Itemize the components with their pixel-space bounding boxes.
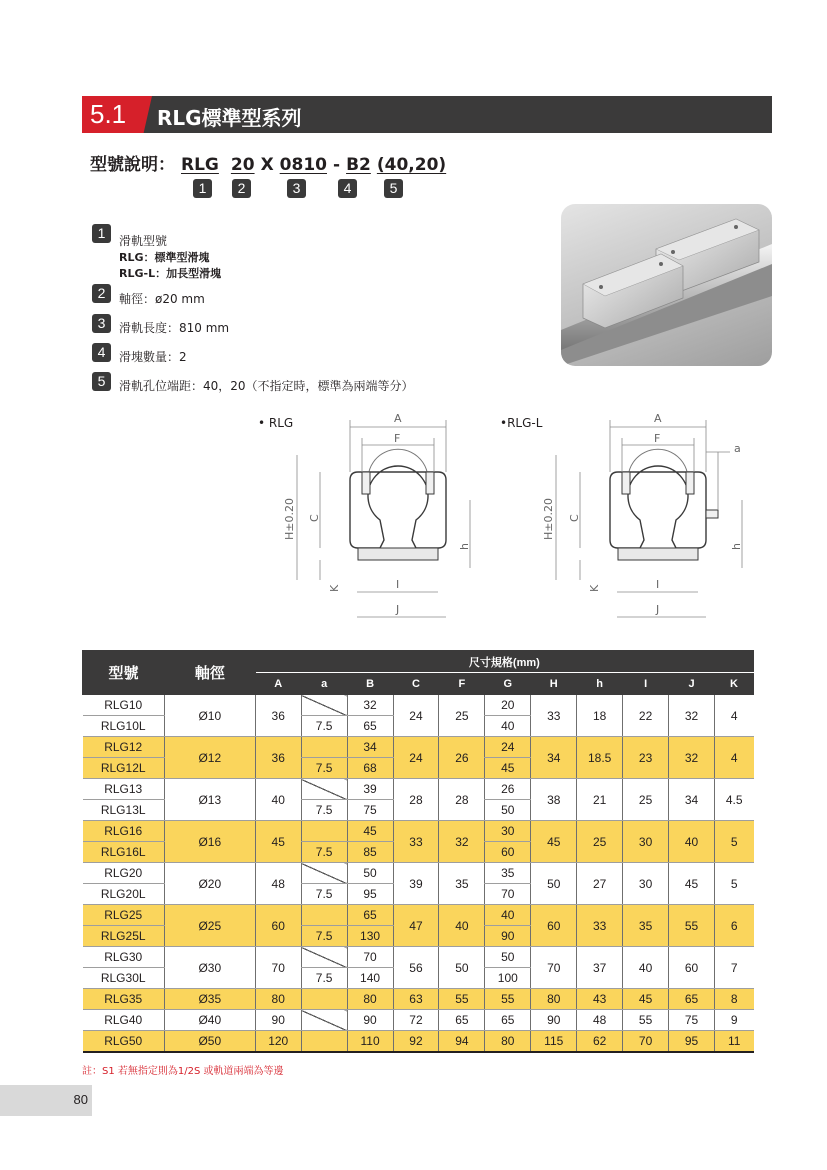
header-dimensions: 尺寸規格(mm): [255, 651, 753, 673]
cell-B: 140: [347, 968, 393, 989]
cell-h: 43: [577, 989, 623, 1010]
table-row: [83, 1010, 754, 1031]
cell-I: 40: [623, 947, 669, 989]
cell-h: 25: [577, 821, 623, 863]
rlgl-dim-C: C: [568, 514, 581, 522]
cell-I: 23: [623, 737, 669, 779]
cell-I: 70: [623, 1031, 669, 1053]
cell-shaft: Ø12: [164, 737, 255, 779]
cell-C: 33: [393, 821, 439, 863]
cell-G: 30: [485, 821, 531, 842]
cell-a: 7.5: [301, 800, 347, 821]
model-code-label: 型號說明：: [90, 155, 175, 175]
cell-F: 55: [439, 989, 485, 1010]
cell-h: 18: [577, 695, 623, 737]
cell-shaft: Ø50: [164, 1031, 255, 1053]
cell-B: 45: [347, 821, 393, 842]
cell-model: RLG25L: [83, 926, 165, 947]
rlg-dim-I: I: [396, 578, 400, 591]
cell-K: 4.5: [714, 779, 753, 821]
header-model: 型號: [83, 651, 165, 695]
cell-G: 20: [485, 695, 531, 716]
cell-J: 60: [669, 947, 715, 989]
cell-a: 7.5: [301, 884, 347, 905]
technical-drawings: [0, 400, 827, 635]
rlg-dim-K: K: [328, 584, 341, 592]
model-index-1: 1: [193, 179, 212, 198]
model-code-part-blocks: B2: [346, 155, 371, 175]
cell-K: 9: [714, 1010, 753, 1031]
cell-model: RLG30: [83, 947, 165, 968]
cell-h: 37: [577, 947, 623, 989]
cell-H: 90: [531, 1010, 577, 1031]
cell-model: RLG12: [83, 737, 165, 758]
cell-a-diagonal: [301, 1010, 347, 1031]
cell-C: 92: [393, 1031, 439, 1053]
cell-model: RLG10L: [83, 716, 165, 737]
cell-G: 50: [485, 947, 531, 968]
table-row: [83, 821, 754, 842]
cell-B: 39: [347, 779, 393, 800]
rlg-dim-H: H±0.20: [283, 498, 296, 540]
model-code-part-hole-distance: (40,20): [376, 155, 447, 175]
cell-I: 25: [623, 779, 669, 821]
rlg-dim-C: C: [308, 514, 321, 522]
cell-G: 100: [485, 968, 531, 989]
cell-model: RLG50: [83, 1031, 165, 1053]
rlg-dim-F: F: [394, 432, 401, 445]
cell-A: 45: [255, 821, 301, 863]
cell-C: 63: [393, 989, 439, 1010]
cell-G: 26: [485, 779, 531, 800]
cell-B: 80: [347, 989, 393, 1010]
cell-a-diagonal: [301, 905, 347, 926]
cell-A: 40: [255, 779, 301, 821]
product-photo: [561, 204, 772, 366]
rlgl-dim-K: K: [588, 584, 601, 592]
model-index-3: 3: [287, 179, 306, 198]
rlg-dim-A: A: [394, 412, 402, 425]
header-dim-F: F: [439, 673, 485, 695]
cell-a: 7.5: [301, 926, 347, 947]
model-index-5: 5: [384, 179, 403, 198]
cell-h: 62: [577, 1031, 623, 1053]
cell-K: 7: [714, 947, 753, 989]
diagram-rlgl-label: •RLG-L: [500, 416, 543, 430]
cell-H: 34: [531, 737, 577, 779]
cell-a: 7.5: [301, 842, 347, 863]
cell-C: 28: [393, 779, 439, 821]
cell-J: 55: [669, 905, 715, 947]
cell-F: 25: [439, 695, 485, 737]
item-3-number: 3: [92, 314, 111, 333]
table-row: [83, 1031, 754, 1053]
cell-J: 45: [669, 863, 715, 905]
cell-K: 8: [714, 989, 753, 1010]
table-row: [83, 905, 754, 926]
rlgl-dim-a: a: [734, 442, 741, 455]
spec-table-body: [83, 695, 754, 1053]
cell-G: 55: [485, 989, 531, 1010]
cell-C: 24: [393, 737, 439, 779]
cell-C: 39: [393, 863, 439, 905]
cell-B: 75: [347, 800, 393, 821]
cell-model: RLG30L: [83, 968, 165, 989]
cell-B: 65: [347, 905, 393, 926]
cell-B: 90: [347, 1010, 393, 1031]
cell-F: 32: [439, 821, 485, 863]
cell-shaft: Ø16: [164, 821, 255, 863]
header-dim-h: h: [577, 673, 623, 695]
cell-B: 50: [347, 863, 393, 884]
cell-G: 65: [485, 1010, 531, 1031]
cell-H: 80: [531, 989, 577, 1010]
header-dim-K: K: [714, 673, 753, 695]
cell-model: RLG16: [83, 821, 165, 842]
cell-G: 40: [485, 716, 531, 737]
rlg-drawing: [350, 449, 446, 560]
table-row: [83, 947, 754, 968]
cell-H: 38: [531, 779, 577, 821]
cell-model: RLG13: [83, 779, 165, 800]
table-row: [83, 695, 754, 716]
model-code-separator-x: X: [260, 155, 274, 175]
cell-G: 70: [485, 884, 531, 905]
item-1-number: 1: [92, 224, 111, 243]
cell-H: 115: [531, 1031, 577, 1053]
item-2-text: 軸徑：ø20 mm: [119, 292, 205, 306]
item-4-number: 4: [92, 343, 111, 362]
cell-I: 22: [623, 695, 669, 737]
header-dim-B: B: [347, 673, 393, 695]
cell-model: RLG25: [83, 905, 165, 926]
header-dim-I: I: [623, 673, 669, 695]
model-code-part-length: 0810: [279, 155, 327, 175]
cell-a-diagonal: [301, 863, 347, 884]
cell-A: 60: [255, 905, 301, 947]
cell-G: 80: [485, 1031, 531, 1053]
cell-I: 35: [623, 905, 669, 947]
model-index-2: 2: [232, 179, 251, 198]
cell-B: 70: [347, 947, 393, 968]
header-dim-a: a: [301, 673, 347, 695]
cell-a-diagonal: [301, 695, 347, 716]
cell-F: 35: [439, 863, 485, 905]
header-dim-C: C: [393, 673, 439, 695]
cell-F: 94: [439, 1031, 485, 1053]
cell-G: 90: [485, 926, 531, 947]
cell-K: 4: [714, 695, 753, 737]
cell-F: 65: [439, 1010, 485, 1031]
cell-J: 32: [669, 695, 715, 737]
cell-C: 72: [393, 1010, 439, 1031]
cell-H: 33: [531, 695, 577, 737]
cell-B: 130: [347, 926, 393, 947]
cell-A: 48: [255, 863, 301, 905]
cell-shaft: Ø10: [164, 695, 255, 737]
rlgl-drawing: [610, 449, 718, 560]
cell-a-diagonal: [301, 779, 347, 800]
cell-J: 65: [669, 989, 715, 1010]
cell-shaft: Ø30: [164, 947, 255, 989]
cell-I: 55: [623, 1010, 669, 1031]
model-code-part-shaft: 20: [230, 155, 255, 175]
rlgl-dim-A: A: [654, 412, 662, 425]
rlgl-dim-H: H±0.20: [542, 498, 555, 540]
cell-G: 45: [485, 758, 531, 779]
cell-a: 7.5: [301, 758, 347, 779]
rlgl-dim-I: I: [656, 578, 660, 591]
cell-J: 34: [669, 779, 715, 821]
cell-G: 50: [485, 800, 531, 821]
cell-J: 40: [669, 821, 715, 863]
cell-a-diagonal: [301, 1031, 347, 1053]
item-3-text: 滑軌長度：810 mm: [119, 321, 230, 335]
linear-bearing-illustration: [561, 204, 772, 366]
section-number: 5.1: [90, 99, 127, 129]
cell-K: 6: [714, 905, 753, 947]
cell-A: 80: [255, 989, 301, 1010]
cell-B: 85: [347, 842, 393, 863]
cell-G: 40: [485, 905, 531, 926]
item-4-text: 滑塊數量：2: [119, 350, 187, 364]
cell-F: 26: [439, 737, 485, 779]
rlg-dimension-labels: [283, 412, 471, 616]
cell-a-diagonal: [301, 989, 347, 1010]
cell-model: RLG20L: [83, 884, 165, 905]
cell-I: 45: [623, 989, 669, 1010]
diagram-rlg-label: • RLG: [258, 416, 294, 430]
rlg-dimension-lines: [297, 420, 470, 617]
cell-model: RLG35: [83, 989, 165, 1010]
cell-G: 60: [485, 842, 531, 863]
header-dim-A: A: [255, 673, 301, 695]
table-row: [83, 863, 754, 884]
rlgl-dim-F: F: [654, 432, 661, 445]
cell-I: 30: [623, 863, 669, 905]
item-1-text: 滑軌型號: [119, 234, 168, 248]
cell-C: 47: [393, 905, 439, 947]
cell-G: 24: [485, 737, 531, 758]
cell-a: 7.5: [301, 716, 347, 737]
section-header: [82, 96, 772, 133]
cell-B: 68: [347, 758, 393, 779]
cell-I: 30: [623, 821, 669, 863]
cell-model: RLG20: [83, 863, 165, 884]
cell-shaft: Ø20: [164, 863, 255, 905]
cell-B: 110: [347, 1031, 393, 1053]
cell-A: 70: [255, 947, 301, 989]
model-code-line: [90, 150, 446, 175]
table-row: [83, 989, 754, 1010]
cell-A: 36: [255, 737, 301, 779]
item-1-sub-1: RLG：標準型滑塊: [119, 251, 210, 264]
cell-shaft: Ø13: [164, 779, 255, 821]
cell-shaft: Ø40: [164, 1010, 255, 1031]
cell-h: 27: [577, 863, 623, 905]
cell-C: 56: [393, 947, 439, 989]
cell-H: 70: [531, 947, 577, 989]
cell-B: 32: [347, 695, 393, 716]
header-dim-G: G: [485, 673, 531, 695]
item-5-number: 5: [92, 372, 111, 391]
header-dim-H: H: [531, 673, 577, 695]
cell-h: 21: [577, 779, 623, 821]
rlgl-dim-h: h: [730, 543, 743, 550]
cell-model: RLG13L: [83, 800, 165, 821]
cell-H: 45: [531, 821, 577, 863]
item-5-text: 滑軌孔位端距：40，20（不指定時，標準為兩端等分）: [119, 379, 414, 393]
cell-B: 65: [347, 716, 393, 737]
header-shaft: 軸徑: [164, 651, 255, 695]
cell-F: 28: [439, 779, 485, 821]
item-1-sub-2: RLG-L：加長型滑塊: [119, 267, 222, 280]
rlg-dim-J: J: [396, 603, 400, 616]
cell-J: 32: [669, 737, 715, 779]
cell-F: 50: [439, 947, 485, 989]
cell-B: 95: [347, 884, 393, 905]
cell-A: 36: [255, 695, 301, 737]
model-code-separator-dash: -: [333, 155, 341, 175]
item-2-number: 2: [92, 284, 111, 303]
footnote: 註：S1 若無指定則為1/2S 或軌道兩端為等邊: [82, 1066, 284, 1077]
cell-K: 4: [714, 737, 753, 779]
cell-G: 35: [485, 863, 531, 884]
table-row: [83, 737, 754, 758]
spec-table: [82, 650, 754, 1053]
cell-model: RLG16L: [83, 842, 165, 863]
cell-F: 40: [439, 905, 485, 947]
cell-model: RLG40: [83, 1010, 165, 1031]
cell-K: 5: [714, 821, 753, 863]
cell-shaft: Ø35: [164, 989, 255, 1010]
cell-a: 7.5: [301, 968, 347, 989]
model-index-4: 4: [338, 179, 357, 198]
cell-A: 120: [255, 1031, 301, 1053]
cell-h: 18.5: [577, 737, 623, 779]
cell-a-diagonal: [301, 737, 347, 758]
cell-h: 33: [577, 905, 623, 947]
cell-a-diagonal: [301, 947, 347, 968]
cell-model: RLG12L: [83, 758, 165, 779]
cell-K: 5: [714, 863, 753, 905]
cell-C: 24: [393, 695, 439, 737]
rlg-dim-h: h: [458, 543, 471, 550]
cell-a-diagonal: [301, 821, 347, 842]
cell-shaft: Ø25: [164, 905, 255, 947]
cell-J: 75: [669, 1010, 715, 1031]
page-number: 80: [73, 1092, 88, 1107]
header-dim-J: J: [669, 673, 715, 695]
section-title: RLG標準型系列: [157, 106, 302, 130]
cell-H: 50: [531, 863, 577, 905]
cell-K: 11: [714, 1031, 753, 1053]
cell-B: 34: [347, 737, 393, 758]
table-row: [83, 779, 754, 800]
cell-h: 48: [577, 1010, 623, 1031]
cell-A: 90: [255, 1010, 301, 1031]
page-number-tab: [0, 1085, 92, 1116]
cell-H: 60: [531, 905, 577, 947]
rlgl-dim-J: J: [656, 603, 660, 616]
model-code-part-series: RLG: [181, 155, 219, 175]
cell-J: 95: [669, 1031, 715, 1053]
cell-model: RLG10: [83, 695, 165, 716]
